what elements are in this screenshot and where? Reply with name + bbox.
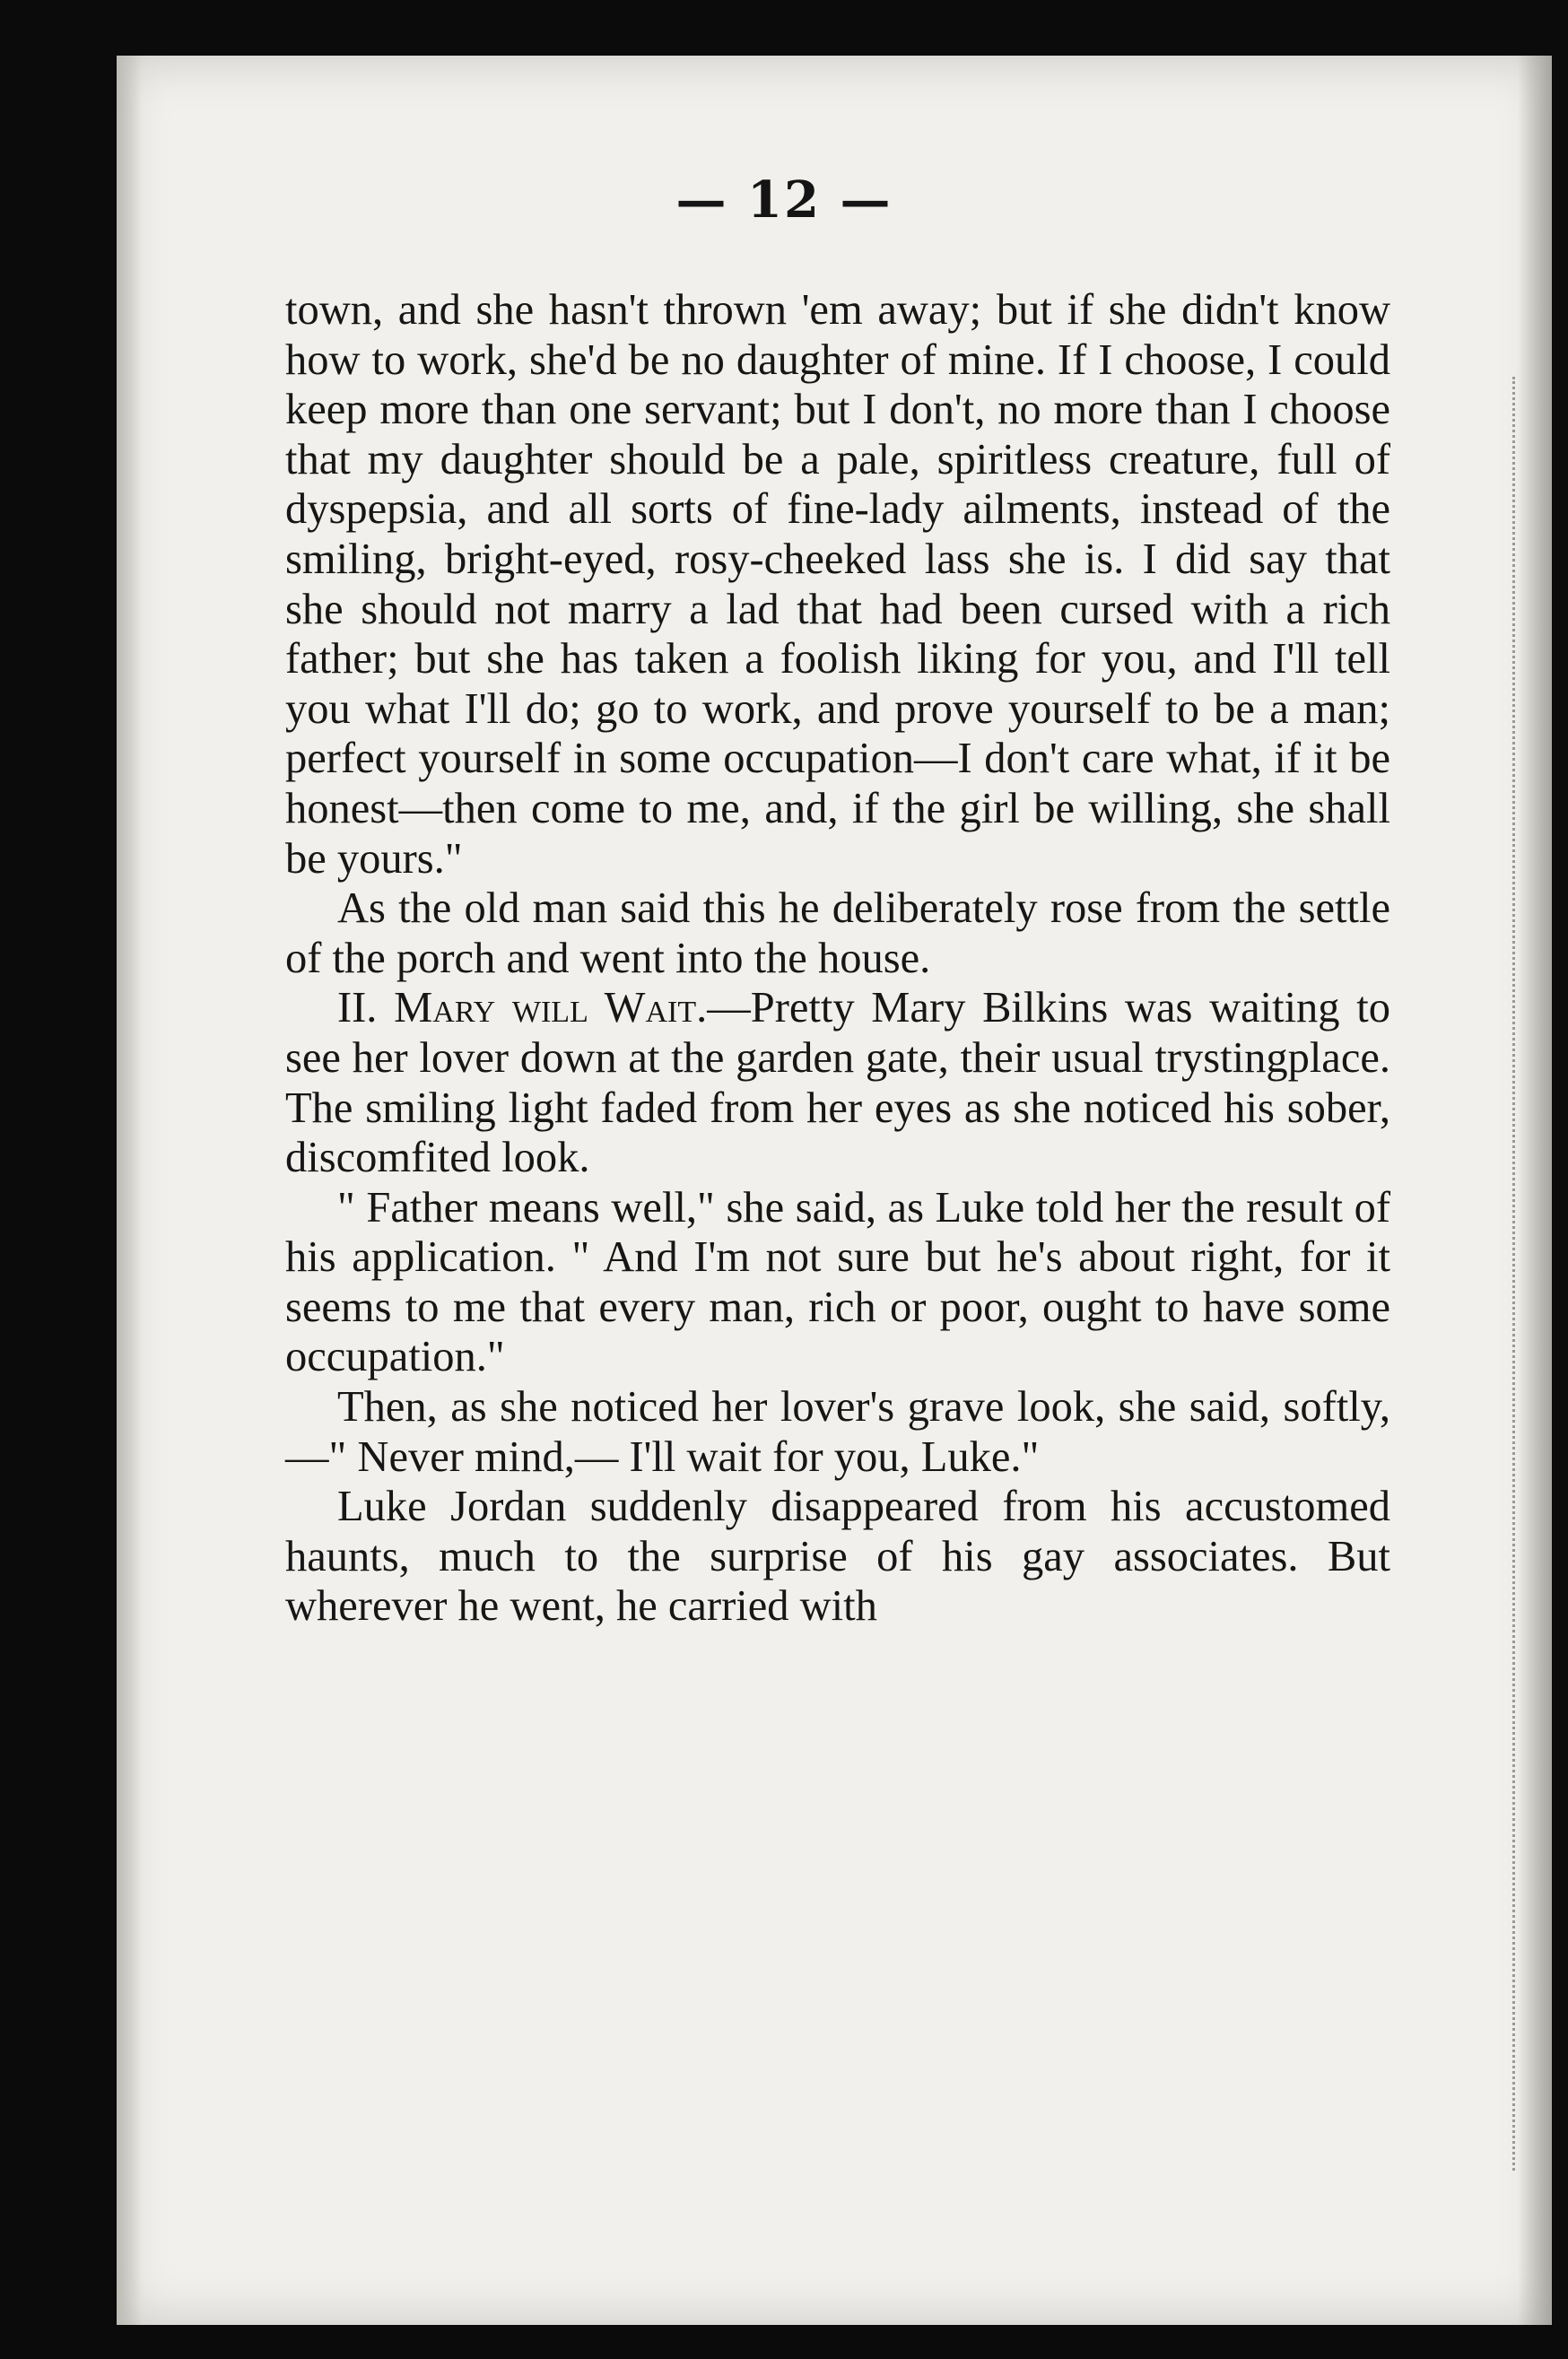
section-two-text: —Pretty Mary Bilkins was waiting to see her lover down at the garden gate, their usual trystingplace. The smiling light faded from her eyes as she noticed his sober, discomfited look. [285, 984, 1390, 1182]
page-gutter-shadow [117, 56, 142, 2325]
paragraph-section-two [285, 983, 1390, 1182]
paragraph-father-means-well: " Father means well," she said, as Luke told her the result of his application. " And I'm not sure but he's about right, for it seems to me that every man, rich or poor, ought to have some occupation." [285, 1183, 1390, 1381]
paragraph-never-mind: Then, as she noticed her lover's grave look, she said, softly,—" Never mind,— I'll wait for you, Luke." [285, 1383, 1390, 1481]
paragraph-continuation: town, and she hasn't thrown 'em away; but if she didn't know how to work, she'd be no daughter of mine. If I choose, I could keep more than one servant; but I don't, no more than I choose that my daughter should be a pale, spiritless creature, full of dyspepsia, and all sorts of fine-lady ailments, instead of the smiling, bright-eyed, rosy-cheeked lass she is. I did say that she should not marry a lad that had been cursed with a rich father; but she has taken a foolish liking for you, and I'll tell you what I'll do; go to work, and prove yourself to be a man; perfect yourself in some occupation—I don't care what, if it be honest—then come to me, and, if the girl be willing, she shall be yours." [285, 286, 1390, 883]
paragraph-old-man-rose: As the old man said this he deliberately rose from the settle of the porch and went into the house. [285, 884, 1390, 982]
page-body-text [285, 285, 1390, 1632]
paragraph-luke-disappeared: Luke Jordan suddenly disappeared from his accustomed haunts, much to the surprise of his gay associates. But wherever he went, he carried with [285, 1483, 1390, 1631]
page-number: — 12 — [675, 170, 893, 230]
page-edge-shadow [1518, 56, 1552, 2325]
binding-stitch-marks [1512, 377, 1520, 2171]
section-heading: II. Mary will Wait. [337, 984, 708, 1032]
